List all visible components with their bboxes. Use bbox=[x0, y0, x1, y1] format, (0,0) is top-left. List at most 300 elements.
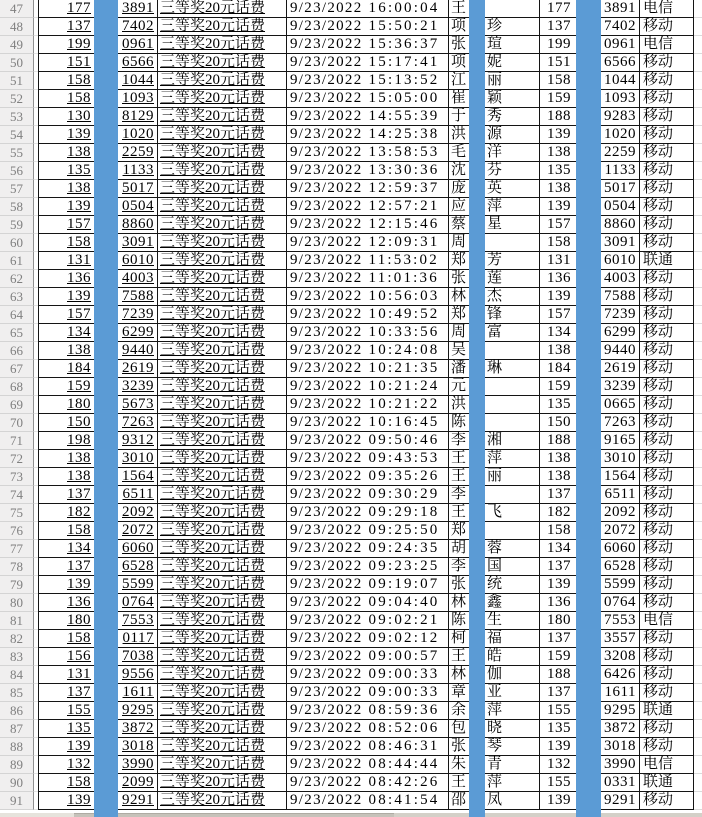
cell-carrier[interactable]: 电信 bbox=[640, 612, 694, 630]
cell-carrier[interactable]: 联通 bbox=[640, 252, 694, 270]
row-number[interactable]: 70 bbox=[0, 414, 34, 432]
empty-column-area[interactable] bbox=[694, 360, 702, 378]
row-number[interactable]: 76 bbox=[0, 522, 34, 540]
empty-column-area[interactable] bbox=[694, 432, 702, 450]
cell-name[interactable] bbox=[449, 54, 540, 72]
empty-column-area[interactable] bbox=[694, 684, 702, 702]
row-number[interactable]: 61 bbox=[0, 252, 34, 270]
cell-carrier[interactable]: 移动 bbox=[640, 144, 694, 162]
time-text: 10:21:35 bbox=[368, 360, 440, 376]
phone-right-suffix: 5017 bbox=[604, 180, 636, 196]
row-number[interactable]: 77 bbox=[0, 540, 34, 558]
name-last-char: 萍 bbox=[487, 774, 503, 790]
cell-datetime[interactable] bbox=[287, 594, 449, 612]
cell-name[interactable] bbox=[449, 324, 540, 342]
row-number[interactable]: 67 bbox=[0, 360, 34, 378]
row-number[interactable]: 63 bbox=[0, 288, 34, 306]
name-first-char: 王 bbox=[451, 0, 467, 16]
cell-datetime[interactable] bbox=[287, 288, 449, 306]
cell-datetime[interactable] bbox=[287, 720, 449, 738]
cell-prize[interactable] bbox=[158, 720, 287, 738]
row-number[interactable]: 87 bbox=[0, 720, 34, 738]
cell-prize[interactable] bbox=[158, 540, 287, 558]
empty-column-area[interactable] bbox=[694, 144, 702, 162]
cell-datetime[interactable] bbox=[287, 342, 449, 360]
row-number[interactable]: 88 bbox=[0, 738, 34, 756]
cell-datetime[interactable] bbox=[287, 162, 449, 180]
empty-column-area[interactable] bbox=[694, 126, 702, 144]
phone-right-suffix: 1020 bbox=[604, 126, 636, 142]
row-number[interactable]: 82 bbox=[0, 630, 34, 648]
cell-carrier[interactable]: 移动 bbox=[640, 450, 694, 468]
cell-datetime[interactable] bbox=[287, 252, 449, 270]
empty-column-area[interactable] bbox=[694, 594, 702, 612]
cell-datetime[interactable] bbox=[287, 450, 449, 468]
cell-prize[interactable] bbox=[158, 306, 287, 324]
cell-carrier[interactable]: 移动 bbox=[640, 90, 694, 108]
time-text: 08:44:44 bbox=[368, 756, 440, 772]
cell-name[interactable] bbox=[449, 72, 540, 90]
cell-carrier[interactable]: 移动 bbox=[640, 738, 694, 756]
cell-name[interactable] bbox=[449, 576, 540, 594]
cell-name[interactable] bbox=[449, 774, 540, 792]
cell-prize[interactable] bbox=[158, 18, 287, 36]
row-number[interactable]: 49 bbox=[0, 36, 34, 54]
cell-name[interactable] bbox=[449, 522, 540, 540]
row-number[interactable]: 50 bbox=[0, 54, 34, 72]
row-number[interactable]: 62 bbox=[0, 270, 34, 288]
cell-name[interactable] bbox=[449, 126, 540, 144]
row-number[interactable]: 51 bbox=[0, 72, 34, 90]
empty-column-area[interactable] bbox=[694, 738, 702, 756]
cell-prize[interactable] bbox=[158, 702, 287, 720]
cell-datetime[interactable] bbox=[287, 306, 449, 324]
cell-carrier[interactable]: 移动 bbox=[640, 162, 694, 180]
row-number[interactable]: 91 bbox=[0, 792, 34, 810]
cell-name[interactable] bbox=[449, 504, 540, 522]
cell-name[interactable] bbox=[449, 0, 540, 18]
name-last-char: 凤 bbox=[487, 792, 503, 808]
cell-datetime[interactable] bbox=[287, 468, 449, 486]
cell-carrier[interactable]: 移动 bbox=[640, 378, 694, 396]
cell-carrier[interactable]: 移动 bbox=[640, 342, 694, 360]
cell-carrier[interactable]: 移动 bbox=[640, 126, 694, 144]
cell-prize[interactable] bbox=[158, 576, 287, 594]
cell-datetime[interactable] bbox=[287, 270, 449, 288]
cell-name[interactable] bbox=[449, 540, 540, 558]
scrollbar-thumb[interactable] bbox=[74, 813, 394, 817]
name-first-char: 柯 bbox=[451, 630, 467, 646]
empty-column-area[interactable] bbox=[694, 576, 702, 594]
cell-name[interactable] bbox=[449, 144, 540, 162]
empty-column-area[interactable] bbox=[694, 288, 702, 306]
row-number[interactable]: 73 bbox=[0, 468, 34, 486]
cell-carrier[interactable]: 移动 bbox=[640, 558, 694, 576]
row-number[interactable]: 81 bbox=[0, 612, 34, 630]
cell-prize[interactable] bbox=[158, 792, 287, 810]
cell-carrier[interactable]: 移动 bbox=[640, 648, 694, 666]
cell-prize[interactable] bbox=[158, 738, 287, 756]
cell-prize[interactable] bbox=[158, 774, 287, 792]
cell-datetime[interactable] bbox=[287, 360, 449, 378]
cell-name[interactable] bbox=[449, 414, 540, 432]
prize-label: 三等奖20元话费 bbox=[160, 234, 266, 250]
cell-carrier[interactable]: 移动 bbox=[640, 288, 694, 306]
cell-datetime[interactable] bbox=[287, 36, 449, 54]
cell-name[interactable] bbox=[449, 306, 540, 324]
cell-prize[interactable] bbox=[158, 684, 287, 702]
row-number[interactable]: 66 bbox=[0, 342, 34, 360]
cell-prize[interactable] bbox=[158, 612, 287, 630]
row-number[interactable]: 58 bbox=[0, 198, 34, 216]
cell-datetime[interactable] bbox=[287, 396, 449, 414]
cell-name[interactable] bbox=[449, 648, 540, 666]
cell-prize[interactable] bbox=[158, 198, 287, 216]
cell-name[interactable] bbox=[449, 558, 540, 576]
phone-left-suffix: 6511 bbox=[122, 486, 154, 502]
empty-column-area[interactable] bbox=[694, 702, 702, 720]
cell-name[interactable] bbox=[449, 630, 540, 648]
cell-datetime[interactable] bbox=[287, 108, 449, 126]
cell-carrier[interactable]: 联通 bbox=[640, 774, 694, 792]
cell-prize[interactable] bbox=[158, 450, 287, 468]
cell-prize[interactable] bbox=[158, 216, 287, 234]
cell-name[interactable] bbox=[449, 792, 540, 810]
cell-prize[interactable] bbox=[158, 396, 287, 414]
cell-prize[interactable] bbox=[158, 270, 287, 288]
cell-datetime[interactable] bbox=[287, 198, 449, 216]
empty-column-area[interactable] bbox=[694, 342, 702, 360]
cell-carrier[interactable]: 移动 bbox=[640, 630, 694, 648]
cell-datetime[interactable] bbox=[287, 648, 449, 666]
cell-name[interactable] bbox=[449, 162, 540, 180]
empty-column-area[interactable] bbox=[694, 396, 702, 414]
cell-carrier[interactable]: 移动 bbox=[640, 306, 694, 324]
empty-column-area[interactable] bbox=[694, 774, 702, 792]
cell-carrier[interactable]: 移动 bbox=[640, 720, 694, 738]
cell-prize[interactable] bbox=[158, 72, 287, 90]
cell-datetime[interactable] bbox=[287, 774, 449, 792]
cell-prize[interactable] bbox=[158, 288, 287, 306]
empty-column-area[interactable] bbox=[694, 0, 702, 18]
cell-carrier[interactable]: 移动 bbox=[640, 72, 694, 90]
cell-datetime[interactable] bbox=[287, 234, 449, 252]
empty-column-area[interactable] bbox=[694, 324, 702, 342]
cell-name[interactable] bbox=[449, 360, 540, 378]
cell-carrier[interactable]: 移动 bbox=[640, 108, 694, 126]
phone-right-suffix: 3018 bbox=[604, 738, 636, 754]
row-number[interactable]: 60 bbox=[0, 234, 34, 252]
phone-left-suffix: 0117 bbox=[122, 630, 154, 646]
cell-datetime[interactable] bbox=[287, 756, 449, 774]
empty-column-area[interactable] bbox=[694, 306, 702, 324]
cell-name[interactable] bbox=[449, 18, 540, 36]
cell-prize[interactable] bbox=[158, 522, 287, 540]
cell-carrier[interactable]: 电信 bbox=[640, 0, 694, 18]
empty-column-area[interactable] bbox=[694, 216, 702, 234]
empty-column-area[interactable] bbox=[694, 666, 702, 684]
empty-column-area[interactable] bbox=[694, 558, 702, 576]
date-text: 9/23/2022 bbox=[290, 630, 363, 646]
cell-datetime[interactable] bbox=[287, 324, 449, 342]
empty-column-area[interactable] bbox=[694, 54, 702, 72]
cell-carrier[interactable]: 移动 bbox=[640, 576, 694, 594]
cell-prize[interactable] bbox=[158, 252, 287, 270]
cell-prize[interactable] bbox=[158, 666, 287, 684]
cell-name[interactable] bbox=[449, 684, 540, 702]
cell-carrier[interactable]: 移动 bbox=[640, 432, 694, 450]
cell-name[interactable] bbox=[449, 234, 540, 252]
cell-carrier[interactable]: 移动 bbox=[640, 522, 694, 540]
cell-prize[interactable] bbox=[158, 234, 287, 252]
empty-column-area[interactable] bbox=[694, 198, 702, 216]
cell-prize[interactable] bbox=[158, 36, 287, 54]
name-last-char: 统 bbox=[487, 576, 503, 592]
cell-datetime[interactable] bbox=[287, 666, 449, 684]
phone-left-suffix: 2072 bbox=[122, 522, 154, 538]
empty-column-area[interactable] bbox=[694, 36, 702, 54]
cell-prize[interactable] bbox=[158, 108, 287, 126]
row-number[interactable]: 65 bbox=[0, 324, 34, 342]
cell-datetime[interactable] bbox=[287, 144, 449, 162]
row-number[interactable]: 53 bbox=[0, 108, 34, 126]
cell-name[interactable] bbox=[449, 702, 540, 720]
cell-prize[interactable] bbox=[158, 756, 287, 774]
cell-carrier[interactable]: 移动 bbox=[640, 198, 694, 216]
cell-name[interactable] bbox=[449, 432, 540, 450]
cell-datetime[interactable] bbox=[287, 486, 449, 504]
cell-name[interactable] bbox=[449, 378, 540, 396]
name-first-char: 林 bbox=[451, 288, 467, 304]
row-number[interactable]: 68 bbox=[0, 378, 34, 396]
row-number[interactable]: 84 bbox=[0, 666, 34, 684]
cell-carrier[interactable]: 移动 bbox=[640, 594, 694, 612]
cell-name[interactable] bbox=[449, 738, 540, 756]
cell-datetime[interactable] bbox=[287, 216, 449, 234]
empty-column-area[interactable] bbox=[694, 108, 702, 126]
phone-left-prefix: 180 bbox=[67, 396, 91, 412]
row-number[interactable]: 52 bbox=[0, 90, 34, 108]
cell-name[interactable] bbox=[449, 180, 540, 198]
cell-prize[interactable] bbox=[158, 144, 287, 162]
date-text: 9/23/2022 bbox=[290, 234, 363, 250]
phone-left-suffix: 3990 bbox=[122, 756, 154, 772]
empty-column-area[interactable] bbox=[694, 630, 702, 648]
cell-name[interactable] bbox=[449, 216, 540, 234]
row-number[interactable]: 47 bbox=[0, 0, 34, 18]
row-number[interactable]: 89 bbox=[0, 756, 34, 774]
empty-column-area[interactable] bbox=[694, 270, 702, 288]
row-number[interactable]: 71 bbox=[0, 432, 34, 450]
cell-name[interactable] bbox=[449, 90, 540, 108]
cell-prize[interactable] bbox=[158, 126, 287, 144]
empty-column-area[interactable] bbox=[694, 792, 702, 810]
phone-left-prefix: 180 bbox=[67, 612, 91, 628]
cell-prize[interactable] bbox=[158, 378, 287, 396]
cell-datetime[interactable] bbox=[287, 504, 449, 522]
row-number[interactable]: 55 bbox=[0, 144, 34, 162]
cell-carrier[interactable]: 移动 bbox=[640, 18, 694, 36]
cell-carrier[interactable]: 移动 bbox=[640, 504, 694, 522]
time-text: 08:52:06 bbox=[368, 720, 440, 736]
cell-prize[interactable] bbox=[158, 432, 287, 450]
row-number[interactable]: 75 bbox=[0, 504, 34, 522]
empty-column-area[interactable] bbox=[694, 522, 702, 540]
cell-datetime[interactable] bbox=[287, 558, 449, 576]
cell-carrier[interactable]: 移动 bbox=[640, 684, 694, 702]
cell-carrier[interactable]: 移动 bbox=[640, 270, 694, 288]
row-number[interactable]: 69 bbox=[0, 396, 34, 414]
empty-column-area[interactable] bbox=[694, 162, 702, 180]
row-number[interactable]: 74 bbox=[0, 486, 34, 504]
cell-prize[interactable] bbox=[158, 486, 287, 504]
cell-datetime[interactable] bbox=[287, 414, 449, 432]
cell-name[interactable] bbox=[449, 720, 540, 738]
cell-prize[interactable] bbox=[158, 162, 287, 180]
empty-column-area[interactable] bbox=[694, 180, 702, 198]
empty-column-area[interactable] bbox=[694, 378, 702, 396]
cell-carrier[interactable]: 移动 bbox=[640, 414, 694, 432]
empty-column-area[interactable] bbox=[694, 540, 702, 558]
empty-column-area[interactable] bbox=[694, 90, 702, 108]
cell-datetime[interactable] bbox=[287, 72, 449, 90]
row-number[interactable]: 48 bbox=[0, 18, 34, 36]
redaction-bar-phone-left bbox=[94, 0, 118, 817]
cell-name[interactable] bbox=[449, 270, 540, 288]
cell-name[interactable] bbox=[449, 342, 540, 360]
phone-right-suffix: 1133 bbox=[604, 162, 636, 178]
cell-datetime[interactable] bbox=[287, 126, 449, 144]
row-number[interactable]: 78 bbox=[0, 558, 34, 576]
cell-name[interactable] bbox=[449, 468, 540, 486]
empty-column-area[interactable] bbox=[694, 612, 702, 630]
cell-carrier[interactable]: 移动 bbox=[640, 540, 694, 558]
cell-prize[interactable] bbox=[158, 342, 287, 360]
row-number[interactable]: 54 bbox=[0, 126, 34, 144]
cell-datetime[interactable] bbox=[287, 540, 449, 558]
cell-carrier[interactable]: 移动 bbox=[640, 666, 694, 684]
row-number[interactable]: 85 bbox=[0, 684, 34, 702]
date-text: 9/23/2022 bbox=[290, 144, 363, 160]
cell-carrier[interactable]: 电信 bbox=[640, 756, 694, 774]
cell-datetime[interactable] bbox=[287, 630, 449, 648]
cell-datetime[interactable] bbox=[287, 792, 449, 810]
empty-column-area[interactable] bbox=[694, 414, 702, 432]
row-number[interactable]: 56 bbox=[0, 162, 34, 180]
cell-carrier[interactable]: 移动 bbox=[640, 360, 694, 378]
cell-prize[interactable] bbox=[158, 54, 287, 72]
empty-column-area[interactable] bbox=[694, 486, 702, 504]
date-text: 9/23/2022 bbox=[290, 774, 363, 790]
empty-column-area[interactable] bbox=[694, 18, 702, 36]
empty-column-area[interactable] bbox=[694, 504, 702, 522]
cell-datetime[interactable] bbox=[287, 702, 449, 720]
cell-datetime[interactable] bbox=[287, 90, 449, 108]
empty-column-area[interactable] bbox=[694, 450, 702, 468]
cell-datetime[interactable] bbox=[287, 180, 449, 198]
cell-carrier[interactable]: 移动 bbox=[640, 792, 694, 810]
cell-prize[interactable] bbox=[158, 648, 287, 666]
cell-prize[interactable] bbox=[158, 0, 287, 18]
empty-column-area[interactable] bbox=[694, 648, 702, 666]
cell-datetime[interactable] bbox=[287, 54, 449, 72]
cell-name[interactable] bbox=[449, 612, 540, 630]
cell-datetime[interactable] bbox=[287, 738, 449, 756]
cell-datetime[interactable] bbox=[287, 432, 449, 450]
cell-carrier[interactable]: 移动 bbox=[640, 486, 694, 504]
row-number[interactable]: 83 bbox=[0, 648, 34, 666]
row-number[interactable]: 79 bbox=[0, 576, 34, 594]
date-text: 9/23/2022 bbox=[290, 198, 363, 214]
prize-label: 三等奖20元话费 bbox=[160, 702, 266, 718]
empty-column-area[interactable] bbox=[694, 756, 702, 774]
cell-datetime[interactable] bbox=[287, 0, 449, 18]
empty-column-area[interactable] bbox=[694, 468, 702, 486]
cell-prize[interactable] bbox=[158, 90, 287, 108]
cell-name[interactable] bbox=[449, 666, 540, 684]
row-number[interactable]: 59 bbox=[0, 216, 34, 234]
cell-prize[interactable] bbox=[158, 630, 287, 648]
cell-name[interactable] bbox=[449, 396, 540, 414]
cell-prize[interactable] bbox=[158, 468, 287, 486]
cell-prize[interactable] bbox=[158, 594, 287, 612]
empty-column-area[interactable] bbox=[694, 720, 702, 738]
row-number[interactable]: 72 bbox=[0, 450, 34, 468]
cell-name[interactable] bbox=[449, 198, 540, 216]
cell-datetime[interactable] bbox=[287, 522, 449, 540]
cell-name[interactable] bbox=[449, 594, 540, 612]
cell-prize[interactable] bbox=[158, 324, 287, 342]
cell-prize[interactable] bbox=[158, 558, 287, 576]
cell-name[interactable] bbox=[449, 36, 540, 54]
cell-name[interactable] bbox=[449, 252, 540, 270]
row-number[interactable]: 86 bbox=[0, 702, 34, 720]
row-number[interactable]: 64 bbox=[0, 306, 34, 324]
row-number[interactable]: 80 bbox=[0, 594, 34, 612]
cell-carrier[interactable]: 移动 bbox=[640, 216, 694, 234]
cell-datetime[interactable] bbox=[287, 612, 449, 630]
cell-name[interactable] bbox=[449, 288, 540, 306]
cell-prize[interactable] bbox=[158, 504, 287, 522]
row-number[interactable]: 57 bbox=[0, 180, 34, 198]
empty-column-area[interactable] bbox=[694, 252, 702, 270]
cell-prize[interactable] bbox=[158, 360, 287, 378]
cell-datetime[interactable] bbox=[287, 18, 449, 36]
empty-column-area[interactable] bbox=[694, 234, 702, 252]
cell-datetime[interactable] bbox=[287, 684, 449, 702]
time-text: 15:13:52 bbox=[368, 72, 440, 88]
cell-carrier[interactable]: 移动 bbox=[640, 54, 694, 72]
date-text: 9/23/2022 bbox=[290, 216, 363, 232]
cell-carrier[interactable]: 移动 bbox=[640, 468, 694, 486]
row-number[interactable]: 90 bbox=[0, 774, 34, 792]
cell-carrier[interactable]: 联通 bbox=[640, 702, 694, 720]
cell-prize[interactable] bbox=[158, 414, 287, 432]
cell-carrier[interactable]: 电信 bbox=[640, 36, 694, 54]
cell-name[interactable] bbox=[449, 450, 540, 468]
cell-name[interactable] bbox=[449, 756, 540, 774]
cell-carrier[interactable]: 移动 bbox=[640, 396, 694, 414]
cell-datetime[interactable] bbox=[287, 576, 449, 594]
cell-name[interactable] bbox=[449, 108, 540, 126]
cell-prize[interactable] bbox=[158, 180, 287, 198]
cell-carrier[interactable]: 移动 bbox=[640, 324, 694, 342]
empty-column-area[interactable] bbox=[694, 72, 702, 90]
cell-datetime[interactable] bbox=[287, 378, 449, 396]
cell-carrier[interactable]: 移动 bbox=[640, 180, 694, 198]
cell-name[interactable] bbox=[449, 486, 540, 504]
cell-carrier[interactable]: 移动 bbox=[640, 234, 694, 252]
